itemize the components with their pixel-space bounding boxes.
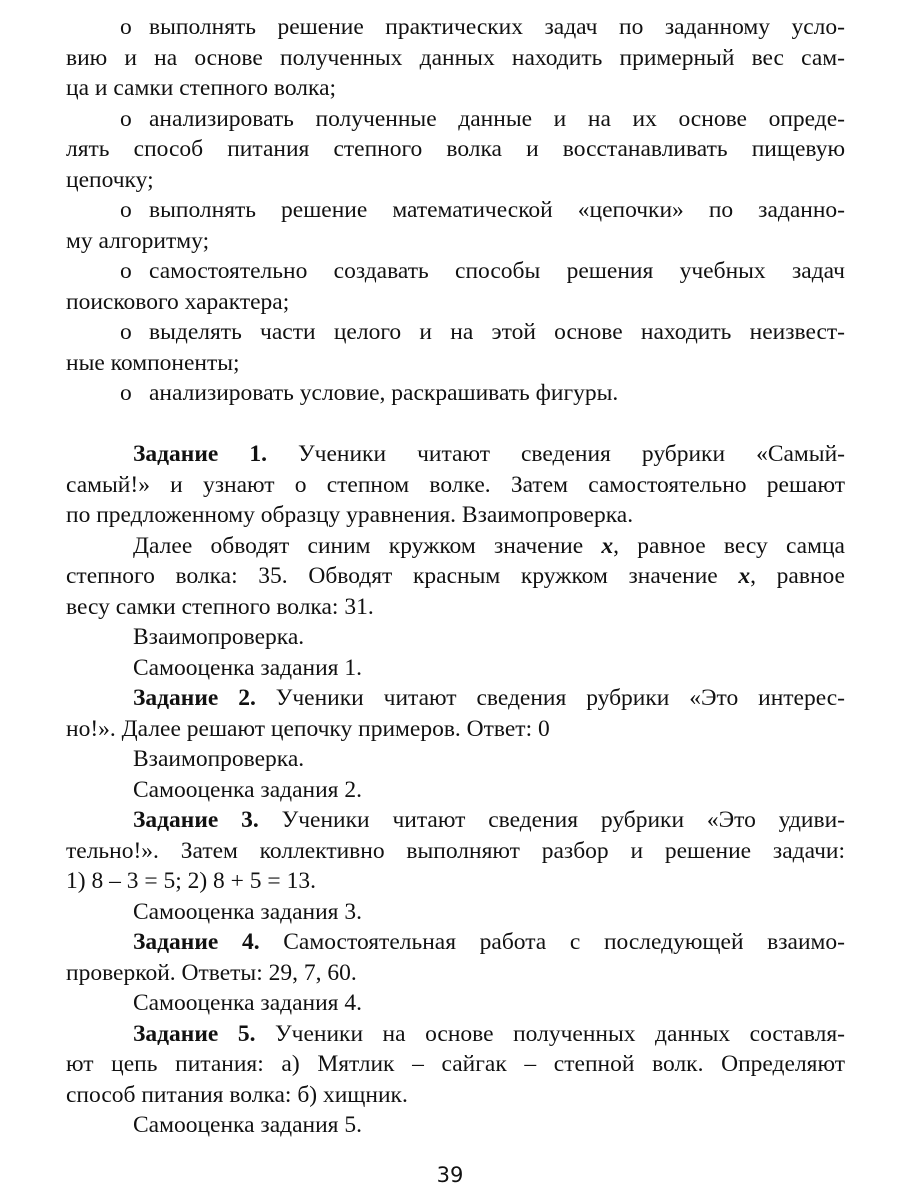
bullet-icon: o: [120, 14, 132, 40]
text-line: [66, 1080, 845, 1111]
text-line: [66, 195, 845, 226]
text-run: му алгоритму;: [66, 227, 210, 254]
bullet-icon: o: [120, 197, 132, 223]
text-run: Самооценка задания 5.: [133, 1112, 362, 1138]
text-run: по предложенному образцу уравнения. Взаимопроверка.: [66, 502, 634, 528]
text-line: [66, 134, 845, 165]
task-heading: Задание 1.: [133, 441, 267, 467]
text-run: вию и на основе полученных данных находить примерный вес сам-: [66, 44, 845, 71]
text-run: Ученики читают сведения рубрики «Это удиви-: [258, 807, 845, 833]
text-run: выполнять решение математической «цепочки» по заданно-: [149, 197, 845, 223]
paragraph: [66, 775, 845, 806]
text-line: [66, 287, 845, 318]
text-run: Самооценка задания 1.: [133, 654, 362, 681]
text-line: [66, 1019, 845, 1050]
text-run: , равное: [750, 563, 845, 589]
task-heading: Задание 3.: [133, 807, 259, 833]
text-line: [66, 592, 845, 623]
text-run: поискового характера;: [66, 288, 290, 315]
text-run: лять способ питания степного волка и восстанавливать пищевую: [66, 136, 845, 162]
text-line: [66, 958, 845, 989]
text-run: Самостоятельная работа с последующей взаимо-: [259, 929, 845, 955]
bullet-list-item: [66, 12, 845, 104]
text-run: Самооценка задания 4.: [133, 990, 362, 1016]
page-number: 39: [436, 1163, 464, 1187]
text-run: Далее обводят синим кружком значение: [133, 532, 602, 559]
text-run: Самооценка задания 3.: [133, 898, 362, 925]
text-run: способ питания волка: б) хищник.: [66, 1081, 408, 1108]
text-line: [66, 561, 845, 592]
bullet-list-item: [66, 317, 845, 378]
text-run: ют цепь питания: а) Мятлик – сайгак – степной волк. Определяют: [66, 1051, 845, 1077]
text-run: Взаимопроверка.: [133, 624, 305, 650]
text-run: , равное весу самца: [613, 532, 845, 559]
paragraph: [66, 927, 845, 988]
paragraph: [66, 1019, 845, 1111]
text-run: Самооценка задания 2.: [133, 776, 362, 803]
text-line: [66, 927, 845, 958]
text-line: [66, 836, 845, 867]
text-line: [66, 500, 845, 531]
text-line: [66, 348, 845, 379]
text-run: цепочку;: [66, 166, 154, 193]
task-heading: Задание 2.: [133, 685, 256, 711]
text-run: тельно!». Затем коллективно выполняют разбор и решение задачи:: [66, 837, 845, 864]
text-line: [66, 897, 845, 928]
paragraph: [66, 988, 845, 1019]
text-line: [66, 439, 845, 470]
paragraph: [66, 531, 845, 623]
variable-x: x: [738, 563, 751, 589]
text-run: Ученики читают сведения рубрики «Самый-: [266, 441, 845, 467]
variable-x: x: [601, 532, 614, 559]
text-line: [66, 653, 845, 684]
bullet-list-item: [66, 104, 845, 196]
text-line: [66, 12, 845, 43]
text-line: [66, 866, 845, 897]
paragraph: [66, 622, 845, 653]
text-line: [66, 775, 845, 806]
text-line: [66, 1049, 845, 1080]
text-run: Ученики на основе полученных данных составля-: [255, 1020, 845, 1047]
bullet-icon: o: [120, 105, 132, 132]
text-line: [66, 165, 845, 196]
paragraph: [66, 653, 845, 684]
text-line: [66, 470, 845, 501]
text-line: [66, 805, 845, 836]
bullet-list-item: [66, 256, 845, 317]
text-run: самостоятельно создавать способы решения учебных задач: [149, 258, 845, 284]
text-line: [66, 622, 845, 653]
paragraph: [66, 439, 845, 531]
text-run: анализировать полученные данные и на их основе опреде-: [149, 105, 845, 132]
page-body: [66, 12, 845, 1141]
paragraph: [66, 744, 845, 775]
paragraph: [66, 1110, 845, 1141]
text-line: [66, 43, 845, 74]
text-line: [66, 1110, 845, 1141]
text-line: [66, 378, 845, 409]
bullet-list-item: [66, 195, 845, 256]
task-heading: Задание 5.: [133, 1020, 256, 1047]
text-run: проверкой. Ответы: 29, 7, 60.: [66, 959, 357, 986]
text-run: но!». Далее решают цепочку примеров. Ответ: 0: [66, 715, 550, 742]
paragraph: [66, 897, 845, 928]
text-run: Ученики читают сведения рубрики «Это интерес-: [255, 685, 845, 711]
text-run: весу самки степного волка: 31.: [66, 593, 374, 620]
text-run: Взаимопроверка.: [133, 746, 305, 772]
text-run: выполнять решение практических задач по заданному усло-: [149, 14, 845, 40]
text-run: 1) 8 – 3 = 5; 2) 8 + 5 = 13.: [66, 868, 316, 894]
text-run: ца и самки степного волка;: [66, 75, 337, 101]
paragraph: [66, 805, 845, 897]
bullet-list-item: [66, 378, 845, 409]
task-heading: Задание 4.: [133, 929, 260, 955]
text-run: степного волка: 35. Обводят красным кружком значение: [66, 563, 739, 589]
text-line: [66, 226, 845, 257]
text-run: самый!» и узнают о степном волке. Затем самостоятельно решают: [66, 471, 845, 498]
text-line: [66, 317, 845, 348]
bullet-icon: o: [120, 258, 132, 284]
text-line: [66, 104, 845, 135]
text-run: ные компоненты;: [66, 349, 240, 376]
text-line: [66, 988, 845, 1019]
bullet-icon: o: [120, 380, 132, 406]
text-line: [66, 73, 845, 104]
bullet-icon: o: [120, 319, 132, 345]
text-line: [66, 683, 845, 714]
text-line: [66, 531, 845, 562]
paragraph-gap: [66, 409, 845, 440]
text-run: анализировать условие, раскрашивать фигуры.: [149, 380, 619, 406]
paragraph: [66, 683, 845, 744]
text-line: [66, 256, 845, 287]
text-line: [66, 744, 845, 775]
text-line: [66, 714, 845, 745]
text-run: выделять части целого и на этой основе находить неизвест-: [149, 319, 845, 345]
